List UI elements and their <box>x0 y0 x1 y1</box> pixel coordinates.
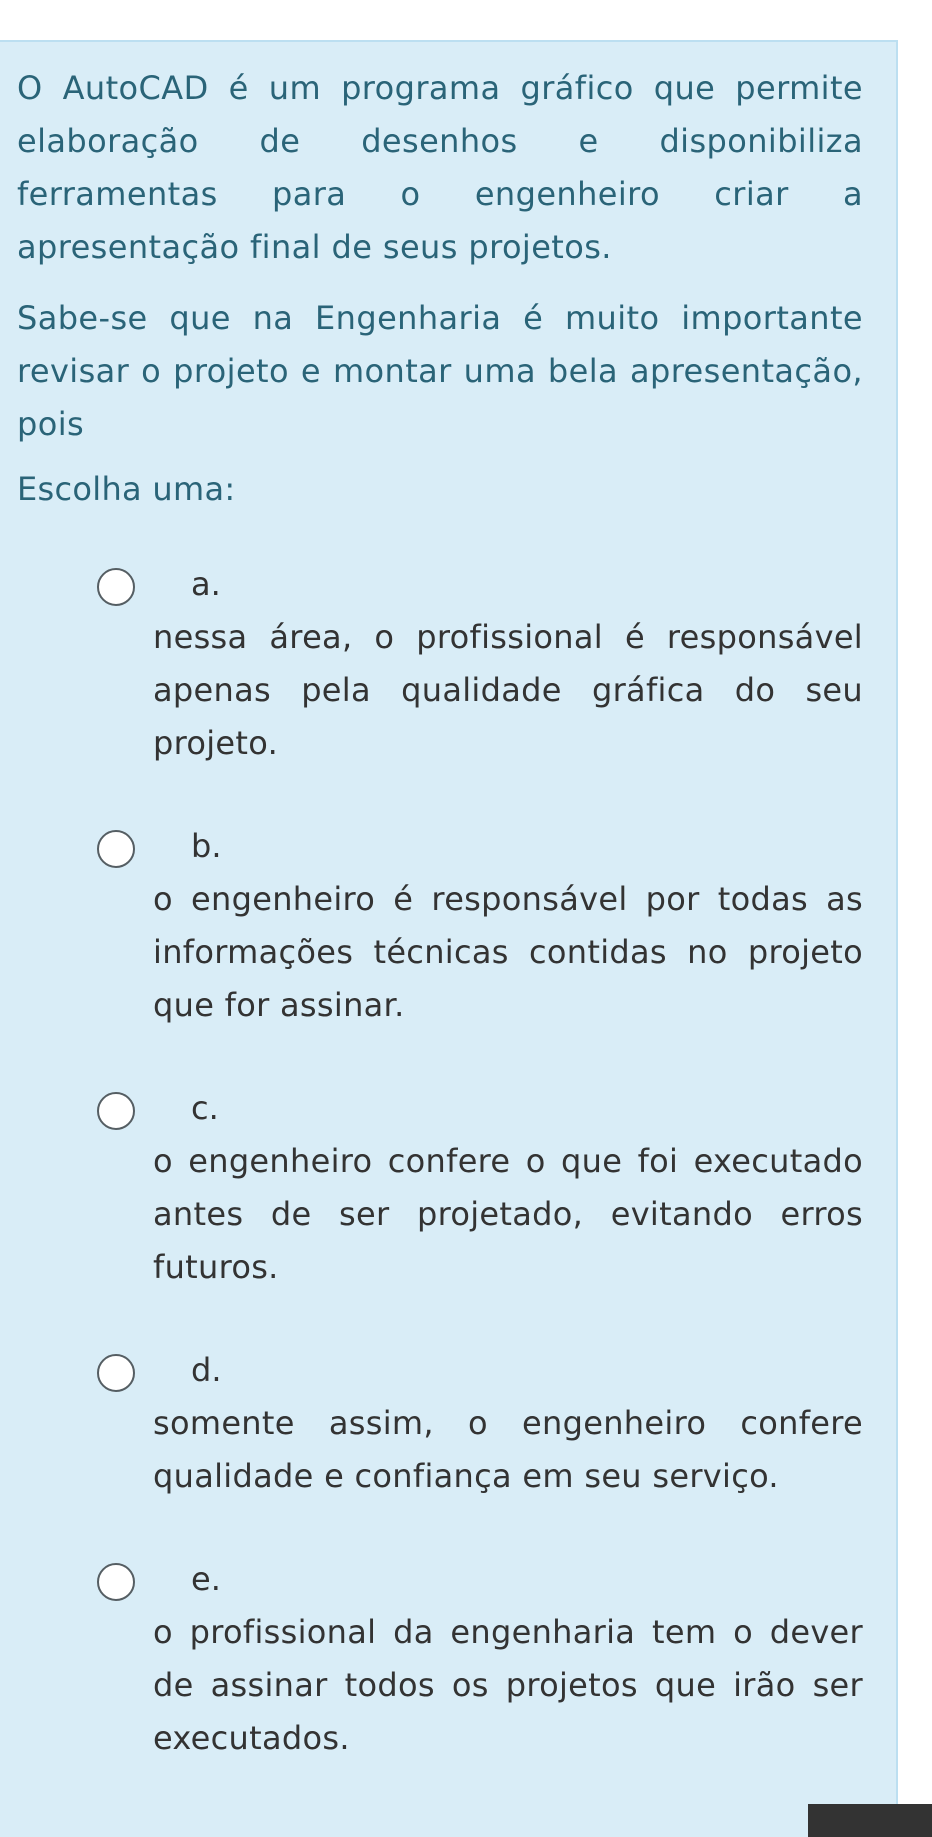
answer-letter-b: b. <box>191 827 222 865</box>
answer-text-a: nessa área, o profissional é responsável apenas pela qualidade gráfica do seu projeto. <box>153 618 863 762</box>
question-paragraph-1: O AutoCAD é um programa gráfico que permite elaboração de desenhos e disponibiliza ferramentas para o engenheiro criar a apresentação final de seus projetos. <box>17 69 863 266</box>
answer-option-c[interactable] <box>0 1082 898 1344</box>
answer-text-c: o engenheiro confere o que foi executado antes de ser projetado, evitando erros futuros. <box>153 1142 863 1286</box>
question-paragraph-2: Sabe-se que na Engenharia é muito importante revisar o projeto e montar uma bela apresentação, pois <box>17 299 863 443</box>
answer-letter-a: a. <box>191 565 221 603</box>
radio-button-b[interactable] <box>97 830 135 868</box>
answer-text-d: somente assim, o engenheiro confere qualidade e confiança em seu serviço. <box>153 1404 863 1495</box>
answer-list <box>0 558 898 1815</box>
question-text <box>17 62 863 469</box>
dark-corner-block <box>808 1804 932 1837</box>
answer-letter-d: d. <box>191 1351 222 1389</box>
answer-option-e[interactable] <box>0 1553 898 1815</box>
answer-text-b: o engenheiro é responsável por todas as informações técnicas contidas no projeto que for assinar. <box>153 880 863 1024</box>
answer-option-a[interactable] <box>0 558 898 820</box>
radio-button-c[interactable] <box>97 1092 135 1130</box>
radio-button-e[interactable] <box>97 1563 135 1601</box>
answer-letter-e: e. <box>191 1560 221 1598</box>
choose-one-label: Escolha uma: <box>17 470 236 508</box>
radio-button-a[interactable] <box>97 568 135 606</box>
answer-option-b[interactable] <box>0 820 898 1082</box>
answer-letter-c: c. <box>191 1089 219 1127</box>
answer-text-e: o profissional da engenharia tem o dever de assinar todos os projetos que irão ser executados. <box>153 1613 863 1757</box>
radio-button-d[interactable] <box>97 1354 135 1392</box>
answer-option-d[interactable] <box>0 1344 898 1553</box>
